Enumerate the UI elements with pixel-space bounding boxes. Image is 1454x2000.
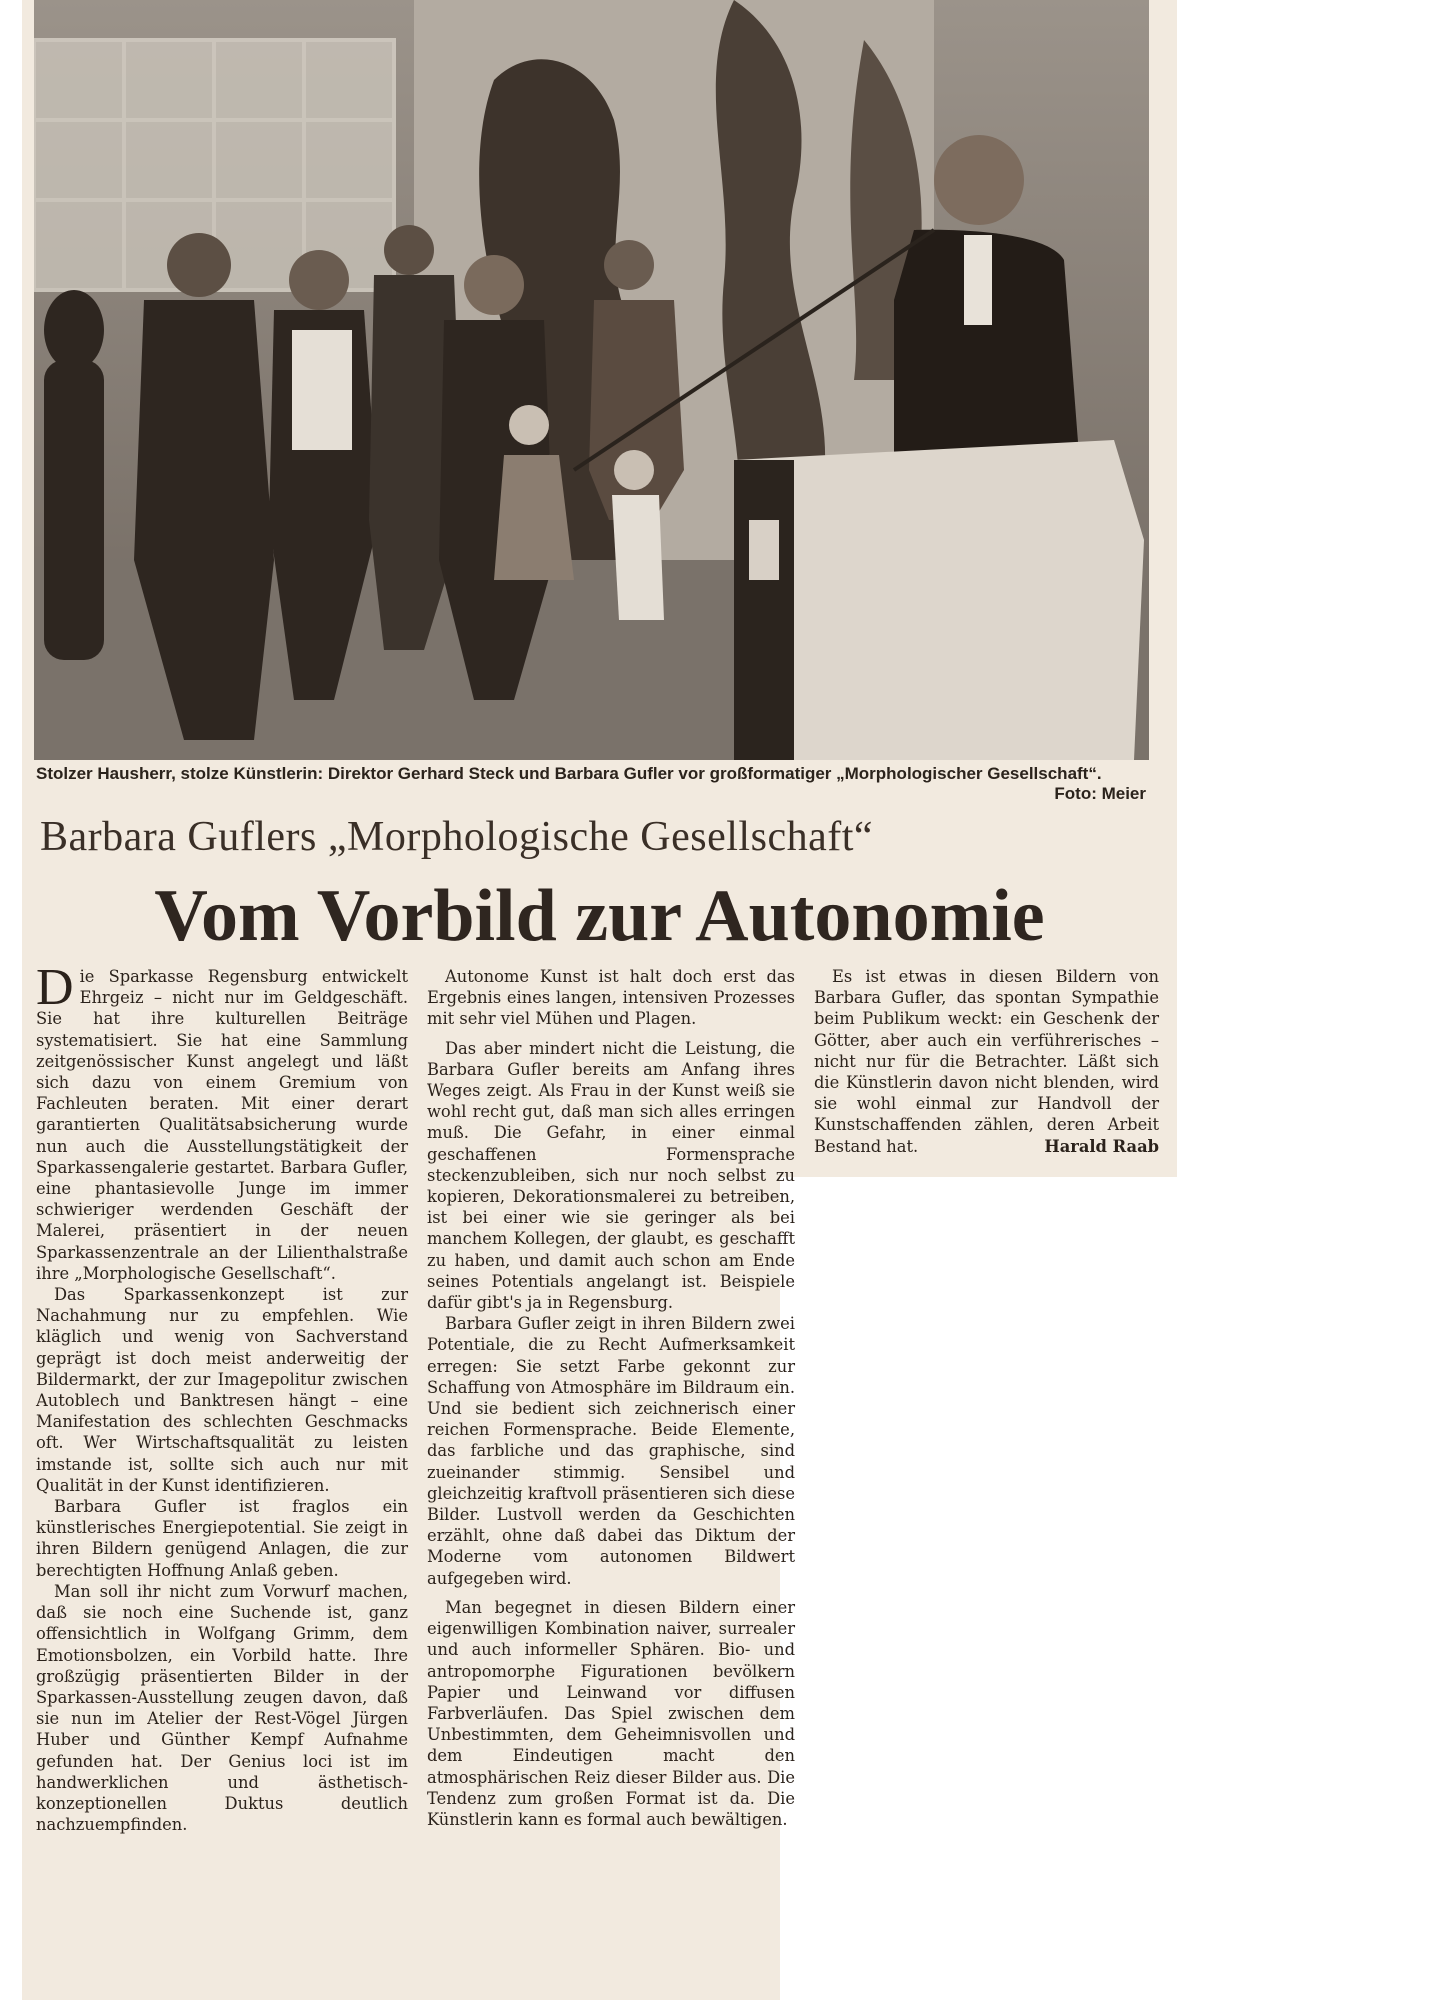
paragraph-text: ie Sparkasse Regensburg entwickelt Ehrgeiz – nicht nur im Geldgeschäft. Sie hat ihre kulturellen Beiträge systematisiert. Sie hat eine Sammlung zeitgenössischer Kunst angelegt und läßt sich dazu von einem Gremium von Fachleuten beraten. Mit einer derart garantierten Qualitätsabsicherung wurde nun auch die Ausstellungstätigkeit der Sparkassengalerie gestartet. Barbara Gufler, eine phantasievolle Junge im immer schwieriger werdenden Geschäft der Malerei, präsentiert in der neuen Sparkassenzentrale an der Lilienthalstraße ihre „Morphologische Gesellschaft“. xyxy=(36,967,408,1283)
caption-text: Stolzer Hausherr, stolze Künstlerin: Direktor Gerhard Steck und Barbara Gufler vor großformatiger „Morphologischer Gesellschaft“. xyxy=(36,764,1102,783)
photo-credit: Foto: Meier xyxy=(1054,784,1146,803)
photo-illustration xyxy=(34,0,1149,760)
photo-caption xyxy=(36,764,1146,803)
author-name: Harald Raab xyxy=(1044,1136,1159,1156)
article-column-1 xyxy=(36,959,408,1835)
paragraph: Das aber mindert nicht die Leistung, die Barbara Gufler bereits am Anfang ihres Weges zeigt. Als Frau in der Kunst weiß sie wohl recht gut, daß man sich alles erringen muß. Die Gefahr, in einer einmal geschaffenen Formensprache steckenzubleiben, sich nur noch selbst zu kopieren, Dekorationsmalerei zu betreiben, ist bei einer wie sie geringer als bei manchem Kollegen, der glaubt, es geschafft zu haben, und damit auch schon am Ende seines Potentials angelangt ist. Beispiele dafür gibt's ja in Regensburg. xyxy=(427,1038,795,1313)
newspaper-clipping xyxy=(22,0,1177,2000)
article-column-3 xyxy=(814,966,1159,1157)
paragraph xyxy=(36,959,408,1284)
podium-icon xyxy=(734,440,1144,760)
article-column-2 xyxy=(427,966,795,1830)
paragraph: Man begegnet in diesen Bildern einer eigenwilligen Kombination naiver, surrealer und auch informeller Sphären. Bio- und antropomorphe Figurationen bevölkern Papier und Leinwand vor diffusen Farbverläufen. Das Spiel zwischen dem Unbestimmten, dem Geheimnisvollen und dem Eindeutigen macht den atmosphärischen Reiz dieser Bilder aus. Die Tendenz zum großen Format ist da. Die Künstlerin kann es formal auch bewältigen. xyxy=(427,1597,795,1829)
paragraph: Barbara Gufler zeigt in ihren Bildern zwei Potentiale, die zu Recht Aufmerksamkeit erregen: Sie setzt Farbe gekonnt zur Schaffung von Atmosphäre im Bildraum ein. Und sie bedient sich zeichnerisch einer reichen Formensprache. Beide Elemente, das farbliche und das graphische, sind zueinander stimmig. Sensibel und gleichzeitig kraftvoll präsentieren sich diese Bilder. Lustvoll werden da Geschichten erzählt, ohne daß dabei das Diktum der Moderne vom autonomen Bildwert aufgegeben wird. xyxy=(427,1314,795,1588)
paragraph: Barbara Gufler ist fraglos ein künstlerisches Energiepotential. Sie zeigt in ihren Bildern genügend Anlagen, die zur berechtigten Hoffnung Anlaß geben. xyxy=(36,1497,408,1580)
paragraph: Autonome Kunst ist halt doch erst das Ergebnis eines langen, intensiven Prozesses mit sehr viel Mühen und Plagen. xyxy=(427,967,795,1029)
paragraph-text: Es ist etwas in diesen Bildern von Barbara Gufler, das spontan Sympathie beim Publikum weckt: ein Geschenk der Götter, aber auch ein verführerisches – nicht nur für die Betrachter. Läßt sich die Künstlerin davon nicht blenden, wird sie wohl einmal zur Handvoll der Kunstschaffenden zählen, deren Arbeit Bestand hat. xyxy=(814,967,1159,1156)
article-subtitle: Barbara Guflers „Morphologische Gesellschaft“ xyxy=(40,814,874,860)
drop-cap: D xyxy=(36,959,74,1016)
paragraph: Man soll ihr nicht zum Vorwurf machen, daß sie noch eine Suchende ist, ganz offensichtlich in Wolfgang Grimm, dem Emotionsbolzen, ein Vorbild hatte. Ihre großzügig präsentierten Bilder in der Sparkassen-Ausstellung zeugen davon, daß sie nun im Atelier der Rest-Vögel Jürgen Huber und Günther Kempf Aufnahme gefunden hat. Der Genius loci ist im handwerklichen und ästhetisch-konzeptionellen Duktus deutlich nachzuempfinden. xyxy=(36,1581,408,1835)
press-photo xyxy=(34,0,1149,760)
article-headline: Vom Vorbild zur Autonomie xyxy=(154,875,1045,957)
paragraph xyxy=(814,966,1159,1157)
paragraph: Das Sparkassenkonzept ist zur Nachahmung nur zu empfehlen. Wie kläglich und wenig von Sachverstand geprägt ist doch meist anderweitig der Bildermarkt, der zur Imagepolitur zwischen Autoblech und Banktresen hängt – eine Manifestation des schlechten Geschmacks oft. Wer Wirtschaftsqualität zu leisten imstande ist, sollte sich auch nur mit Qualität in der Kunst identifizieren. xyxy=(36,1285,408,1495)
